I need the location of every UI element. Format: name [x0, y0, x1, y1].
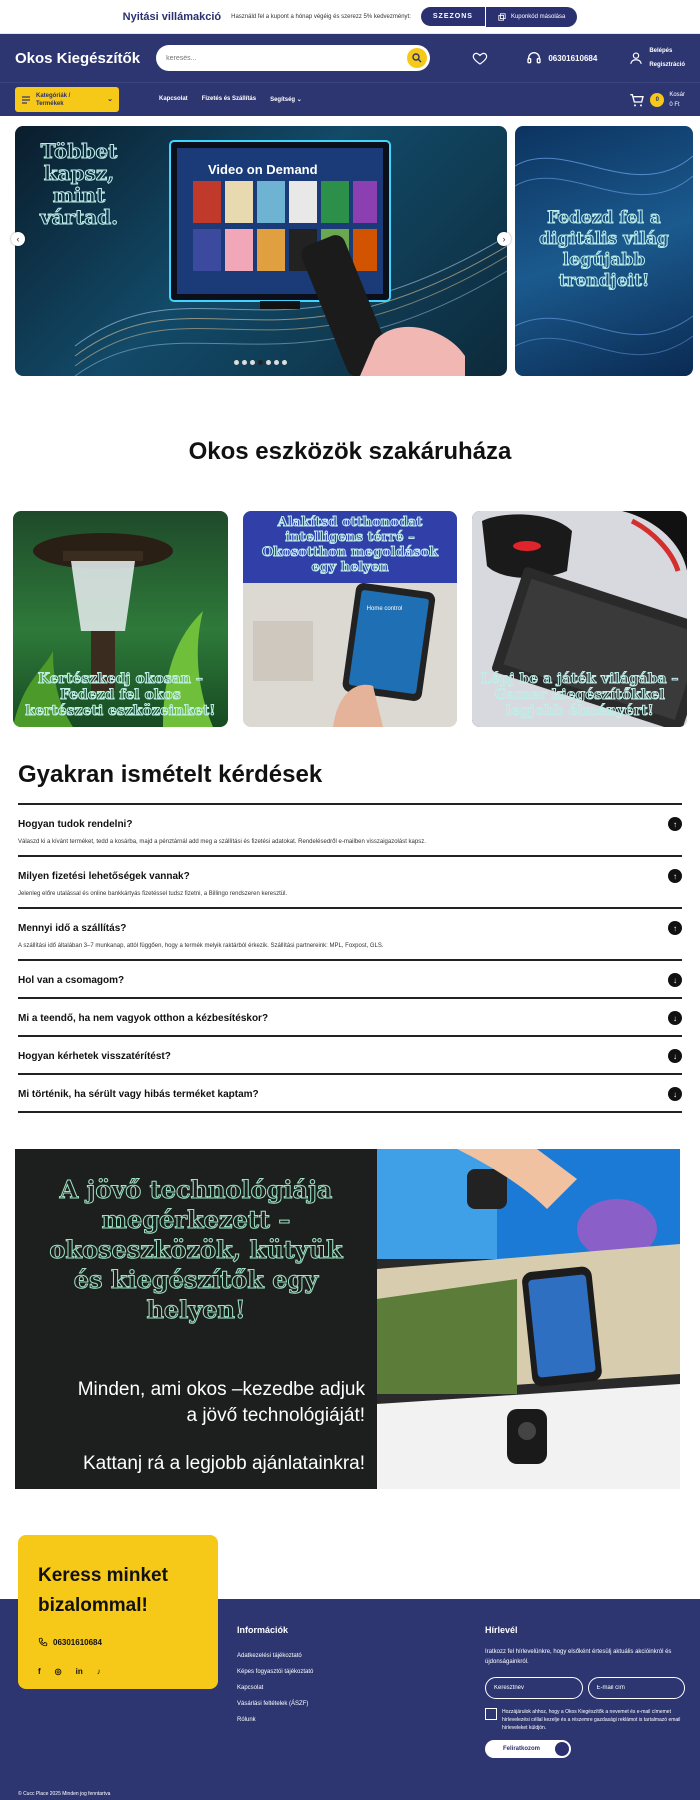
- chevron-down-icon[interactable]: ↓: [668, 1087, 682, 1101]
- hero-screen-title: Video on Demand: [208, 162, 318, 177]
- hero-carousel: [0, 116, 700, 376]
- search-input[interactable]: [166, 55, 407, 62]
- footer-link-consumer-info[interactable]: Képes fogyasztói tájékoztató: [237, 1669, 314, 1675]
- banner-text-panel: [15, 1149, 377, 1489]
- cart[interactable]: [629, 90, 685, 110]
- carousel-dot-active[interactable]: [258, 360, 263, 365]
- contact-card: [18, 1535, 218, 1689]
- chevron-down-icon: ⌄: [107, 95, 113, 103]
- faq-question: Hogyan kérhetek visszatérítést?: [18, 1050, 171, 1062]
- site-logo[interactable]: Okos Kiegészítők: [15, 49, 141, 67]
- login-link[interactable]: Belépés: [649, 48, 673, 54]
- faq-answer: Jelenleg előre utalással és online bankkártyás fizetéssel tudsz fizetni, a Billingo rendszeren keresztül.: [18, 891, 288, 897]
- menu-icon: [21, 95, 31, 105]
- smart-devices-collage-image: [377, 1149, 680, 1489]
- carousel-dot[interactable]: [266, 360, 271, 365]
- main-nav: [0, 82, 700, 116]
- search-icon: [412, 53, 422, 63]
- copy-icon: [498, 13, 506, 21]
- contact-title: Keress minket bizalommal!: [38, 1565, 168, 1616]
- footer-link-contact[interactable]: Kapcsolat: [237, 1685, 264, 1691]
- search-bar: [156, 45, 430, 71]
- search-button[interactable]: [407, 48, 427, 68]
- promo-banner[interactable]: [15, 1149, 685, 1489]
- header-phone[interactable]: [526, 50, 597, 66]
- cart-label: Kosár: [669, 91, 685, 98]
- category-card-garden[interactable]: [13, 511, 228, 727]
- linkedin-icon[interactable]: in: [75, 1667, 83, 1676]
- faq-question: Mi a teendő, ha nem vagyok otthon a kézbesítéskor?: [18, 1012, 269, 1024]
- coupon-code: SZEZONS: [421, 7, 485, 26]
- carousel-prev-button[interactable]: ‹: [11, 232, 25, 246]
- faq-item[interactable]: [18, 1073, 682, 1113]
- faq-answer: A szállítási idő általában 3–7 munkanap, attól függően, hogy a termék melyik raktárból érkezik. Szállítási partnereink: MPL, Foxpost, GLS.: [18, 943, 384, 949]
- promo-title: Nyitási villámakció: [122, 10, 222, 23]
- consent-text: Hozzájárulok ahhoz, hogy a Okos Kiegészítők a nevemet és e-mail címemet hírlevelezési céllal kezelje és a részemre gazdasági reklámot is tartalmazó email hírleveleket küldjön.: [502, 1709, 681, 1731]
- faq-item[interactable]: [18, 855, 682, 907]
- faq-question: Mennyi idő a szállítás?: [18, 922, 127, 934]
- first-name-input[interactable]: [485, 1677, 583, 1699]
- carousel-dot[interactable]: [234, 360, 239, 365]
- footer-link-privacy[interactable]: Adatkezelési tájékoztató: [237, 1653, 302, 1659]
- chevron-down-icon[interactable]: ↓: [668, 973, 682, 987]
- chevron-up-icon[interactable]: ↑: [668, 921, 682, 935]
- email-input[interactable]: [588, 1677, 686, 1699]
- carousel-dots: [234, 360, 287, 365]
- promo-bar: [0, 0, 700, 34]
- banner-image-collage: [377, 1149, 680, 1489]
- footer-wrap: [0, 1535, 700, 1800]
- footer-info-title: Információk: [237, 1625, 289, 1635]
- category-card-smarthome[interactable]: [243, 511, 458, 727]
- footer-link-terms[interactable]: Vásárlási feltételek (ÁSZF): [237, 1701, 309, 1707]
- footer-newsletter-column: [485, 1625, 685, 1758]
- header-phone-number: 06301610684: [548, 53, 598, 63]
- subscribe-button[interactable]: [485, 1740, 571, 1758]
- category-card-gamer[interactable]: [472, 511, 687, 727]
- hero-slide-2[interactable]: [515, 126, 693, 376]
- chevron-down-icon[interactable]: ↓: [668, 1049, 682, 1063]
- nav-link-segitseg[interactable]: Segítség ⌄: [270, 97, 302, 103]
- facebook-icon[interactable]: f: [38, 1667, 41, 1676]
- faq-item[interactable]: [18, 959, 682, 997]
- wishlist-heart-icon[interactable]: [472, 50, 488, 66]
- hero-slide-1[interactable]: [15, 126, 507, 376]
- user-icon: [629, 51, 643, 65]
- faq-item[interactable]: [18, 907, 682, 959]
- faq-question: Hogyan tudok rendelni?: [18, 818, 133, 830]
- banner-cta-text: Kattanj rá a legjobb ajánlatainkra!: [82, 1453, 365, 1474]
- banner-subtitle: Minden, ami okos –kezedbe adjuk a jövő technológiáját!: [77, 1379, 365, 1426]
- cart-icon: [629, 92, 645, 108]
- footer-link-about[interactable]: Rólunk: [237, 1717, 256, 1723]
- cart-count-badge: 0: [650, 93, 664, 107]
- faq-title: Gyakran ismételt kérdések: [18, 761, 323, 788]
- account-box: [629, 44, 685, 72]
- cart-total: 0 Ft: [669, 101, 680, 108]
- newsletter-title: Hírlevél: [485, 1625, 518, 1635]
- carousel-dot[interactable]: [282, 360, 287, 365]
- nav-link-kapcsolat[interactable]: Kapcsolat: [159, 96, 188, 102]
- register-link[interactable]: Regisztráció: [649, 62, 685, 68]
- consent-checkbox[interactable]: [485, 1708, 497, 1720]
- carousel-dot[interactable]: [250, 360, 255, 365]
- footer-info-column: [237, 1625, 313, 1733]
- category-card-garden-text: Kertészkedj okosan – Fedezd fel okos kertészeti eszközeinket!: [25, 671, 216, 719]
- carousel-dot[interactable]: [242, 360, 247, 365]
- faq-item[interactable]: [18, 803, 682, 855]
- faq-section: [0, 761, 700, 1113]
- headset-icon: [526, 50, 542, 66]
- site-header: [0, 34, 700, 82]
- category-card-gamer-text: Lépj be a játék világába – Gamer kiegészítőkkel legjobb élményért!: [480, 671, 679, 719]
- faq-question: Milyen fizetési lehetőségek vannak?: [18, 870, 190, 882]
- contact-phone[interactable]: [38, 1637, 198, 1647]
- subscribe-label: Feliratkozom: [503, 1746, 541, 1752]
- chevron-up-icon[interactable]: ↑: [668, 869, 682, 883]
- faq-answer: Válaszd ki a kívánt terméket, tedd a kosárba, majd a pénztárnál add meg a szállítási és fizetési adatokat. Rendelésedről e-mailben visszaigazolást kapsz.: [18, 839, 426, 845]
- copy-coupon-label: Kuponkód másolása: [510, 13, 566, 20]
- banner-title: A jövő technológiája megérkezett – okoseszközök, kütyük és kiegészítők egy helyen!: [49, 1175, 343, 1324]
- instagram-icon[interactable]: ◎: [54, 1667, 62, 1676]
- carousel-next-button[interactable]: ›: [497, 232, 511, 246]
- hero-slide-2-text: Fedezd fel a digitális világ legújabb trendjeit!: [539, 208, 669, 291]
- carousel-dot[interactable]: [274, 360, 279, 365]
- newsletter-text: Iratkozz fel hírlevelünkre, hogy elsőként értesülj aktuális akcióinkról és újdonságainkról.: [485, 1649, 672, 1665]
- phone-icon: [38, 1637, 48, 1647]
- copy-coupon-button[interactable]: [486, 7, 577, 27]
- categories-label: Kategóriák / Termékek: [36, 92, 71, 107]
- chevron-down-icon[interactable]: ↓: [668, 1011, 682, 1025]
- send-icon: [555, 1742, 569, 1756]
- faq-item[interactable]: [18, 1035, 682, 1073]
- category-cards: [0, 511, 700, 727]
- copyright: © Cucc Place 2025 Minden jog fenntartva: [18, 1791, 111, 1797]
- faq-question: Mi történik, ha sérült vagy hibás terméket kaptam?: [18, 1088, 259, 1100]
- chevron-up-icon[interactable]: ↑: [668, 817, 682, 831]
- social-icons: [38, 1667, 198, 1676]
- promo-text: Használd fel a kupont a hónap végéig és szerezz 5% kedvezményt:: [231, 13, 411, 20]
- faq-item[interactable]: [18, 997, 682, 1035]
- category-card-smarthome-text: Alakítsd otthonodat intelligens térré – Okosotthon megoldások egy helyen: [261, 515, 439, 575]
- tablet-home-control-label: Home control: [366, 606, 403, 612]
- section-title: Okos eszközök szakáruháza: [188, 438, 512, 465]
- nav-links: [159, 96, 302, 103]
- contact-phone-number: 06301610684: [53, 1637, 102, 1647]
- faq-question: Hol van a csomagom?: [18, 974, 125, 986]
- nav-link-fizetes[interactable]: Fizetés és Szállítás: [201, 96, 257, 102]
- tiktok-icon[interactable]: ♪: [96, 1667, 101, 1676]
- hero-slide-1-text: Többet kapsz, mint vártad.: [39, 139, 119, 229]
- categories-button[interactable]: [15, 87, 119, 112]
